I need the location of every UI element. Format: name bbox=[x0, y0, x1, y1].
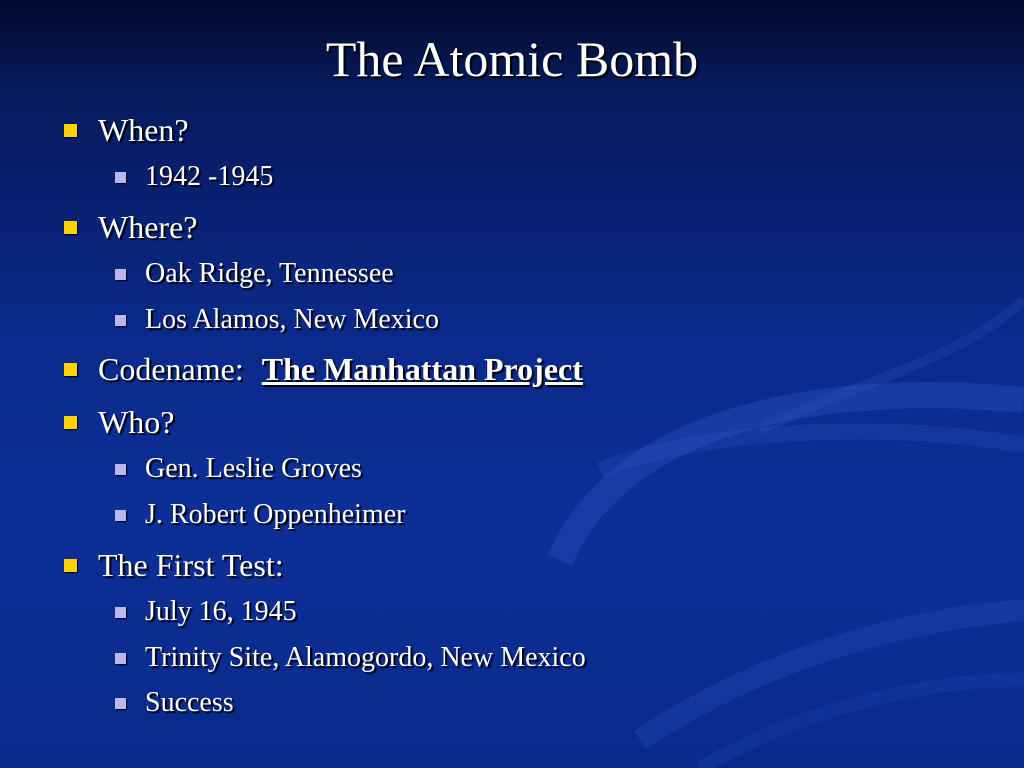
bullet-text: The First Test: bbox=[98, 546, 284, 583]
sub-bullet-text: Gen. Leslie Groves bbox=[145, 453, 362, 484]
small-square-bullet-icon bbox=[115, 269, 126, 280]
sub-bullet-text: J. Robert Oppenheimer bbox=[145, 499, 406, 530]
square-bullet-icon bbox=[64, 363, 77, 376]
bullet-when bbox=[64, 110, 189, 150]
sub-bullet-test-date bbox=[115, 594, 297, 630]
slide-title: The Atomic Bomb bbox=[325, 31, 699, 87]
small-square-bullet-icon bbox=[115, 510, 126, 521]
small-square-bullet-icon bbox=[115, 653, 126, 664]
sub-bullet-who-oppenheimer bbox=[115, 497, 406, 533]
sub-bullet-text: Trinity Site, Alamogordo, New Mexico bbox=[145, 642, 586, 673]
sub-bullet-test-result bbox=[115, 685, 234, 721]
bullet-codename bbox=[64, 349, 583, 389]
small-square-bullet-icon bbox=[115, 464, 126, 475]
sub-bullet-when-years bbox=[115, 159, 273, 195]
sub-bullet-who-groves bbox=[115, 451, 362, 487]
square-bullet-icon bbox=[64, 221, 77, 234]
square-bullet-icon bbox=[64, 124, 77, 137]
sub-bullet-text: July 16, 1945 bbox=[145, 596, 297, 627]
bullet-first-test bbox=[64, 545, 284, 585]
bullet-text: When? bbox=[98, 111, 189, 148]
sub-bullet-text: Los Alamos, New Mexico bbox=[145, 304, 439, 335]
sub-bullet-text: Oak Ridge, Tennessee bbox=[145, 258, 394, 289]
bullet-where bbox=[64, 207, 197, 247]
sub-bullet-text: 1942 -1945 bbox=[145, 161, 274, 192]
bullet-who bbox=[64, 402, 174, 442]
square-bullet-icon bbox=[64, 416, 77, 429]
small-square-bullet-icon bbox=[115, 315, 126, 326]
small-square-bullet-icon bbox=[115, 698, 126, 709]
bullet-text: Codename: bbox=[98, 350, 244, 387]
sub-bullet-where-oak-ridge bbox=[115, 256, 394, 292]
small-square-bullet-icon bbox=[115, 607, 126, 618]
codename-value: The Manhattan Project bbox=[261, 350, 583, 387]
square-bullet-icon bbox=[64, 559, 77, 572]
sub-bullet-text: Success bbox=[145, 687, 234, 718]
bullet-text: Where? bbox=[98, 208, 198, 245]
bullet-text: Who? bbox=[98, 403, 175, 440]
sub-bullet-test-site bbox=[115, 640, 586, 676]
small-square-bullet-icon bbox=[115, 172, 126, 183]
sub-bullet-where-los-alamos bbox=[115, 302, 439, 338]
